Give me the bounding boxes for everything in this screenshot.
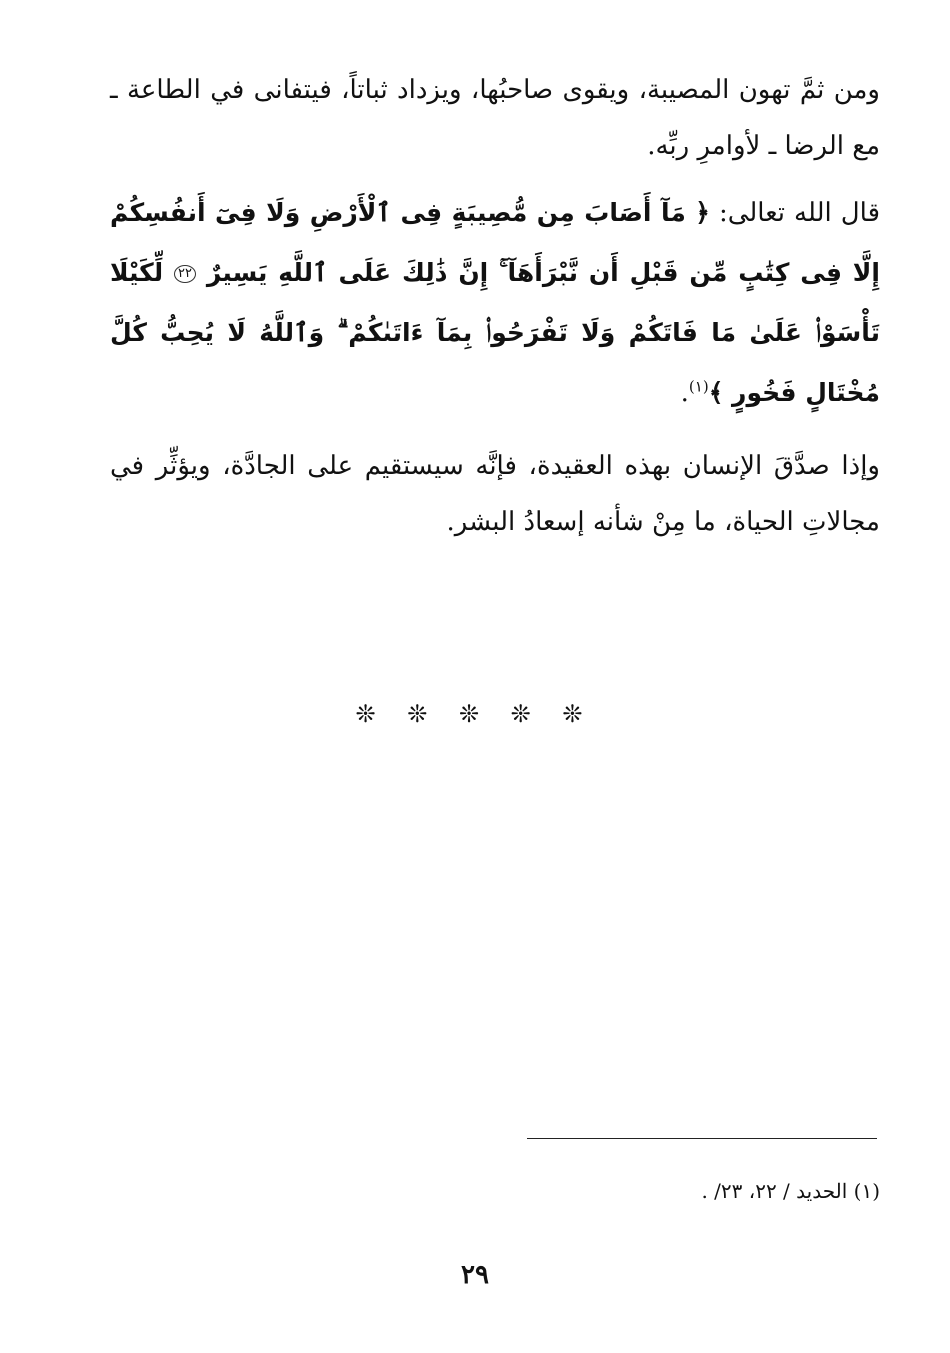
page-number: ٢٩ bbox=[461, 1260, 489, 1290]
quran-intro-text: قال الله تعالى: bbox=[709, 198, 880, 228]
footnote-marker: (١) bbox=[853, 1179, 880, 1203]
paragraph-conclusion: وإذا صدَّقَ الإنسان بهذه العقيدة، فإنَّه سيستقيم على الجادَّة، ويؤثِّر في مجالاتِ الحياة، ما مِنْ شأنه إسعادُ البشر. bbox=[110, 451, 880, 537]
footnote-text: الحديد / ٢٢، ٢٣/ . bbox=[701, 1179, 854, 1203]
quran-verse-part-1: ﴿ مَآ أَصَابَ مِن مُّصِيبَةٍ فِى ٱلْأَرْضِ وَلَا فِىٓ أَنفُسِكُمْ إِلَّا فِى كِتَٰبٍ مِّن قَبْلِ أَن نَّبْرَأَهَآ ۚ إِنَّ ذَٰلِكَ عَلَى ٱللَّهِ يَسِيرٌ bbox=[110, 198, 880, 287]
footnote bbox=[500, 1176, 880, 1206]
footnote-divider bbox=[527, 1138, 877, 1139]
paragraph-quran-citation bbox=[110, 183, 880, 423]
footnote-reference: (١) bbox=[688, 377, 709, 396]
section-separator-stars: ❊ ❊ ❊ ❊ ❊ bbox=[355, 700, 595, 728]
verse-number-marker: ٢٢ bbox=[174, 265, 196, 283]
paragraph-intro: ومن ثمَّ تهون المصيبة، ويقوى صاحبُها، ويزداد ثباتاً، فيتفانى في الطاعة ـ مع الرضا ـ لأوامرِ ربِّه. bbox=[110, 75, 880, 161]
sentence-end: . bbox=[680, 378, 689, 408]
quran-verse-part-2: لِّكَيْلَا تَأْسَوْا۟ عَلَىٰ مَا فَاتَكُمْ وَلَا تَفْرَحُوا۟ بِمَآ ءَاتَىٰكُمْ ۗ وَٱللَّهُ لَا يُحِبُّ كُلَّ مُخْتَالٍ فَخُورٍ ﴾ bbox=[110, 258, 880, 407]
